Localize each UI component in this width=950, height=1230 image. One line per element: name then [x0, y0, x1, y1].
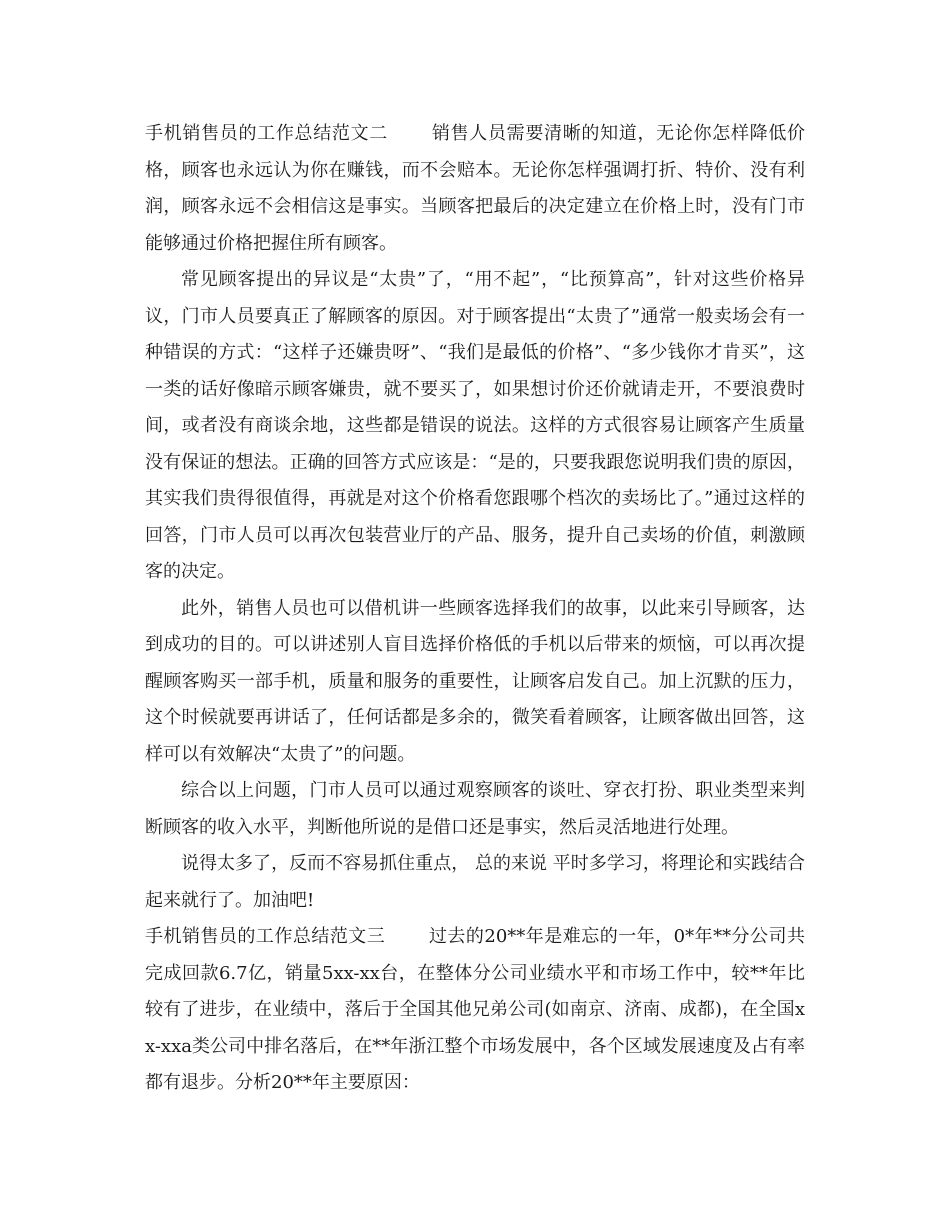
body-paragraph: 综合以上问题，门市人员可以通过观察顾客的谈吐、穿衣打扮、职业类型来判断顾客的收入水平，判断他所说的是借口还是事实，然后灵活地进行处理。 — [145, 780, 805, 838]
section3-intro-paragraph — [145, 919, 805, 1102]
body-paragraph: 说得太多了，反而不容易抓住重点， 总的来说 平时多学习，将理论和实践结合起来就行了。加油吧! — [145, 853, 805, 911]
section2-intro-paragraph — [145, 116, 805, 262]
body-paragraph: 此外，销售人员也可以借机讲一些顾客选择我们的故事，以此来引导顾客，达到成功的目的。可以讲述别人盲目选择价格低的手机以后带来的烦恼，可以再次提醒顾客购买一部手机，质量和服务的重要性，让顾客启发自己。加上沉默的压力，这个时候就要再讲话了，任何话都是多余的，微笑看着顾客，让顾客做出回答，这样可以有效解决“太贵了”的问题。 — [145, 597, 805, 765]
section2-intro-text: 销售人员需要清晰的知道，无论你怎样降低价格，顾客也永远认为你在赚钱，而不会赔本。无论你怎样强调打折、特价、没有利润，顾客永远不会相信这是事实。当顾客把最后的决定建立在价格上时，没有门市能够通过价格把握住所有顾客。 — [145, 123, 806, 254]
body-paragraph: 常见顾客提出的异议是“太贵”了，“用不起”，“比预算高”，针对这些价格异议，门市人员要真正了解顾客的原因。对于顾客提出“太贵了”通常一般卖场会有一种错误的方式：“这样子还嫌贵呀”、“我们是最低的价格”、“多少钱你才肯买”，这一类的话好像暗示顾客嫌贵，就不要买了，如果想讨价还价就请走开，不要浪费时间，或者没有商谈余地，这些都是错误的说法。这样的方式很容易让顾客产生质量没有保证的想法。正确的回答方式应该是：“是的，只要我跟您说明我们贵的原因，其实我们贵得很值得，再就是对这个价格看您跟哪个档次的卖场比了。”通过这样的回答，门市人员可以再次包装营业厅的产品、服务，提升自己卖场的价值，刺激顾客的决定。 — [145, 269, 805, 582]
section3-intro-text: 过去的20**年是难忘的一年，0*年**分公司共完成回款6.7亿，销量5xx-xx台，在整体分公司业绩水平和市场工作中，较**年比较有了进步，在业绩中，落后于全国其他兄弟公司(如南京、济南、成都)，在全国xx-xxa类公司中排名落后，在**年浙江整个市场发展中，各个区域发展速度及占有率都有退步。分析20**年主要原因： — [145, 926, 805, 1093]
section3-title: 手机销售员的工作总结范文三 — [145, 926, 386, 947]
section2-title: 手机销售员的工作总结范文二 — [145, 123, 388, 144]
document-page — [145, 116, 805, 1102]
